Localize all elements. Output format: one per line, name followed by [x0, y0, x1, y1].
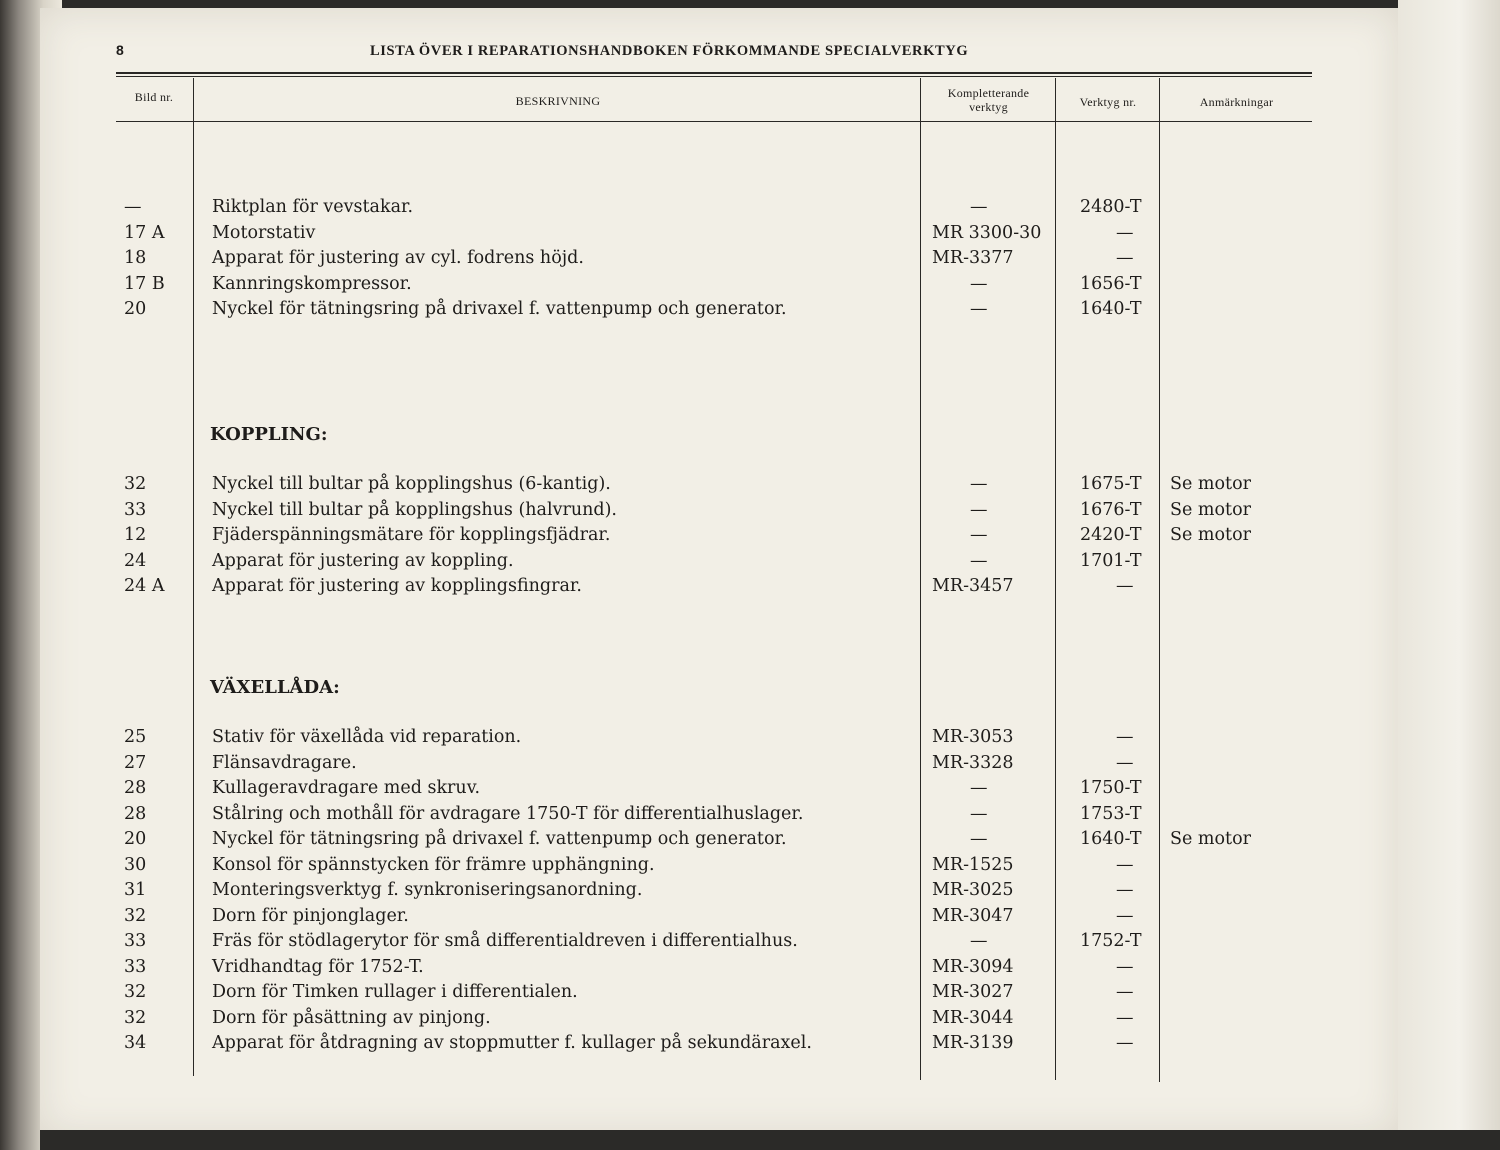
table-row [0, 551, 1500, 577]
description: Riktplan för vevstakar. [212, 197, 414, 217]
section-heading: KOPPLING: [210, 424, 328, 445]
bild-nr: 12 [124, 525, 147, 545]
description: Apparat för åtdragning av stoppmutter f. kullager på sekundäraxel. [212, 1033, 812, 1053]
table-row [0, 880, 1500, 906]
bild-nr: 32 [124, 905, 147, 926]
description: Motorstativ [212, 222, 316, 243]
header-anm: Anmärkningar [1199, 95, 1274, 109]
supplementary-tool: — [970, 197, 988, 217]
bild-nr: 32 [124, 982, 147, 1002]
supplementary-tool: — [970, 803, 988, 824]
bild-nr: 20 [124, 829, 147, 849]
table-row [0, 957, 1500, 983]
header-komp-line1: Kompletterande [947, 86, 1030, 100]
bild-nr: 32 [124, 474, 147, 494]
tool-number: 2480-T [1080, 197, 1142, 217]
table-row [0, 474, 1500, 500]
tool-number: — [1116, 222, 1134, 243]
description: Dorn för pinjonglager. [212, 905, 409, 926]
tool-number: — [1116, 982, 1134, 1002]
description: Kannringskompressor. [212, 273, 412, 294]
tool-number: 1752-T [1080, 931, 1142, 951]
table-row [0, 778, 1500, 804]
header-bild: Bild nr. [134, 90, 174, 104]
supplementary-tool: — [970, 829, 988, 849]
tool-number: 1701-T [1080, 550, 1142, 571]
header-kompletterande [922, 86, 1055, 114]
table-row [0, 248, 1500, 274]
supplementary-tool: MR-1525 [932, 854, 1014, 875]
bild-nr: 33 [124, 499, 147, 520]
description: Konsol för spännstycken för främre upphängning. [212, 854, 655, 875]
tool-number: — [1116, 854, 1134, 875]
bild-nr: 34 [124, 1033, 147, 1053]
bild-nr: 31 [124, 880, 147, 900]
supplementary-tool: — [970, 931, 988, 951]
tool-number: — [1116, 905, 1134, 926]
description: Fräs för stödlagerytor för små differentialdreven i differentialhus. [212, 931, 798, 951]
header-komp-line2: verktyg [969, 100, 1008, 114]
tool-number: — [1116, 880, 1134, 900]
bild-nr: 28 [124, 778, 147, 798]
supplementary-tool: — [970, 499, 988, 520]
supplementary-tool: — [970, 550, 988, 571]
supplementary-tool: MR-3377 [932, 248, 1014, 268]
page-title: LISTA ÖVER I REPARATIONSHANDBOKEN FÖRKOMMANDE SPECIALVERKTYG [370, 43, 969, 59]
header-beskrivning: BESKRIVNING [515, 94, 601, 108]
tool-number: 1640-T [1080, 299, 1142, 319]
description: Dorn för Timken rullager i differentialen. [212, 982, 578, 1002]
table-row [0, 829, 1500, 855]
table-row [0, 223, 1500, 249]
supplementary-tool: MR-3047 [932, 905, 1014, 926]
table-row [0, 500, 1500, 526]
bild-nr: 30 [124, 854, 147, 875]
bild-nr: 17 B [124, 273, 165, 294]
tool-number: — [1116, 752, 1134, 773]
description: Apparat för justering av koppling. [212, 550, 514, 571]
supplementary-tool: MR 3300-30 [932, 222, 1042, 243]
description: Nyckel till bultar på kopplingshus (halvrund). [212, 499, 617, 520]
supplementary-tool: MR-3139 [932, 1033, 1014, 1053]
table-row [0, 197, 1500, 223]
supplementary-tool: — [970, 525, 988, 545]
title-rule [116, 72, 1312, 74]
bild-nr: 17 A [124, 222, 165, 243]
description: Stålring och mothåll för avdragare 1750-T för differentialhuslager. [212, 803, 804, 824]
tool-number: — [1116, 1033, 1134, 1053]
tool-number: — [1116, 248, 1134, 268]
description: Nyckel till bultar på kopplingshus (6-kantig). [212, 474, 611, 494]
bild-nr: 33 [124, 956, 147, 977]
description: Nyckel för tätningsring på drivaxel f. vattenpump och generator. [212, 829, 787, 849]
tool-number: — [1116, 1007, 1134, 1028]
supplementary-tool: MR-3025 [932, 880, 1014, 900]
supplementary-tool: — [970, 273, 988, 294]
page-bottom-shadow [40, 1130, 1500, 1150]
description: Monteringsverktyg f. synkroniseringsanordning. [212, 880, 643, 900]
tool-number: — [1116, 576, 1134, 596]
table-row [0, 753, 1500, 779]
supplementary-tool: MR-3094 [932, 956, 1014, 977]
supplementary-tool: MR-3328 [932, 752, 1014, 773]
table-row [0, 982, 1500, 1008]
tool-number: 1750-T [1080, 778, 1142, 798]
remark: Se motor [1170, 474, 1251, 494]
bild-nr: — [124, 197, 142, 217]
page-number: 8 [116, 42, 124, 58]
tool-number: 2420-T [1080, 525, 1142, 545]
tool-number: 1656-T [1080, 273, 1142, 294]
table-row [0, 525, 1500, 551]
description: Dorn för påsättning av pinjong. [212, 1007, 491, 1028]
header-verktyg: Verktyg nr. [1079, 95, 1137, 109]
description: Stativ för växellåda vid reparation. [212, 727, 522, 747]
bild-nr: 25 [124, 727, 147, 747]
description: Fjäderspänningsmätare för kopplingsfjädrar. [212, 525, 611, 545]
table-row [0, 727, 1500, 753]
bild-nr: 28 [124, 803, 147, 824]
table-row [0, 1008, 1500, 1034]
title-rule-thin [116, 76, 1312, 77]
bild-nr: 18 [124, 248, 147, 268]
table-row [0, 855, 1500, 881]
description: Apparat för justering av kopplingsfingrar. [212, 576, 582, 596]
table-row [0, 576, 1500, 602]
tool-number: — [1116, 727, 1134, 747]
section-heading: VÄXELLÅDA: [210, 677, 340, 698]
table-row [0, 931, 1500, 957]
tool-number: 1675-T [1080, 474, 1142, 494]
tool-number: 1640-T [1080, 829, 1142, 849]
tool-number: 1753-T [1080, 803, 1142, 824]
supplementary-tool: — [970, 778, 988, 798]
remark: Se motor [1170, 829, 1251, 849]
header-rule [116, 121, 1312, 122]
supplementary-tool: MR-3457 [932, 576, 1014, 596]
table-row [0, 274, 1500, 300]
description: Apparat för justering av cyl. fodrens höjd. [212, 248, 584, 268]
bild-nr: 20 [124, 299, 147, 319]
table-row [0, 1033, 1500, 1059]
table-row [0, 804, 1500, 830]
bild-nr: 32 [124, 1007, 147, 1028]
supplementary-tool: MR-3053 [932, 727, 1014, 747]
remark: Se motor [1170, 525, 1251, 545]
bild-nr: 27 [124, 752, 147, 773]
bild-nr: 24 [124, 550, 147, 571]
table-row [0, 299, 1500, 325]
description: Kullageravdragare med skruv. [212, 778, 481, 798]
tool-number: 1676-T [1080, 499, 1142, 520]
supplementary-tool: MR-3044 [932, 1007, 1014, 1028]
tool-number: — [1116, 956, 1134, 977]
supplementary-tool: — [970, 299, 988, 319]
table-row [0, 906, 1500, 932]
bild-nr: 24 A [124, 576, 165, 596]
supplementary-tool: MR-3027 [932, 982, 1014, 1002]
bild-nr: 33 [124, 931, 147, 951]
description: Nyckel för tätningsring på drivaxel f. vattenpump och generator. [212, 299, 787, 319]
description: Vridhandtag för 1752-T. [212, 956, 424, 977]
supplementary-tool: — [970, 474, 988, 494]
description: Flänsavdragare. [212, 752, 357, 773]
remark: Se motor [1170, 499, 1251, 520]
